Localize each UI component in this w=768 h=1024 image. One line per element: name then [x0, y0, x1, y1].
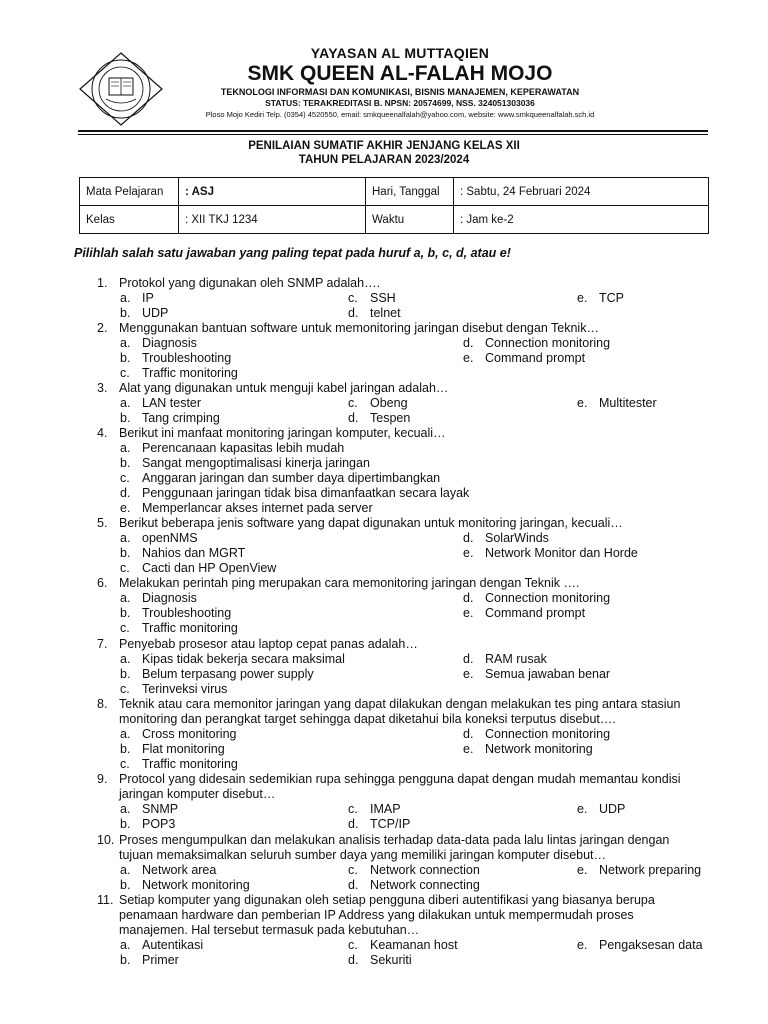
option-letter: a. — [120, 396, 131, 410]
option-text: Traffic monitoring — [142, 621, 238, 635]
option-letter: c. — [120, 471, 130, 485]
option-text: Perencanaan kapasitas lebih mudah — [142, 441, 345, 455]
info-row — [80, 178, 709, 206]
option-text: Network preparing — [599, 863, 702, 877]
option-letter: e. — [463, 606, 474, 620]
option-letter: c. — [120, 682, 130, 696]
option-text: Kipas tidak bekerja secara maksimal — [142, 652, 345, 666]
option-text: Network connecting — [370, 878, 480, 892]
option-text: Tespen — [370, 411, 411, 425]
option-letter: a. — [120, 727, 131, 741]
subject-label: Mata Pelajaran — [80, 178, 179, 206]
question-text: Proses mengumpulkan dan melakukan analisis terhadap data-data pada lalu lintas jaringan dengan — [119, 833, 670, 847]
question-text: Berikut ini manfaat monitoring jaringan komputer, kecuali… — [119, 426, 446, 440]
option-letter: b. — [120, 817, 131, 831]
option-letter: b. — [120, 546, 131, 560]
option-letter: d. — [348, 878, 359, 892]
question-text: Berikut beberapa jenis software yang dapat digunakan untuk monitoring jaringan, kecuali… — [119, 516, 623, 530]
option-letter: b. — [120, 606, 131, 620]
option-text: Command prompt — [485, 606, 586, 620]
option-text: TCP — [599, 291, 624, 305]
option-text: Troubleshooting — [142, 606, 232, 620]
school-name: SMK QUEEN AL-FALAH MOJO — [247, 62, 553, 85]
option-letter: b. — [120, 953, 131, 967]
question-text: Penyebab prosesor atau laptop cepat panas adalah… — [119, 637, 418, 651]
option-letter: e. — [577, 863, 588, 877]
option-letter: d. — [120, 486, 131, 500]
option-letter: e. — [120, 501, 131, 515]
option-letter: a. — [120, 591, 131, 605]
class-value: : XII TKJ 1234 — [179, 206, 366, 234]
option-text: RAM rusak — [485, 652, 547, 666]
question-text: Menggunakan bantuan software untuk memonitoring jaringan disebut dengan Teknik… — [119, 321, 599, 335]
option-letter: e. — [463, 667, 474, 681]
option-letter: b. — [120, 351, 131, 365]
option-text: Traffic monitoring — [142, 757, 238, 771]
option-text: SSH — [370, 291, 396, 305]
question-text: Setiap komputer yang digunakan oleh setiap pengguna diberi autentifikasi yang biasanya berupa — [119, 893, 655, 907]
option-letter: d. — [463, 591, 474, 605]
question-number: 1. — [97, 276, 108, 290]
option-text: Cacti dan HP OpenView — [142, 561, 277, 575]
option-letter: c. — [348, 802, 358, 816]
option-letter: d. — [348, 817, 359, 831]
option-text: Primer — [142, 953, 179, 967]
exam-info-table — [79, 177, 709, 234]
option-text: Flat monitoring — [142, 742, 225, 756]
option-letter: e. — [577, 396, 588, 410]
school-status: STATUS: TERAKREDITASI B. NPSN: 20574699, NSS. 324051303036 — [265, 98, 535, 108]
question-text: tujuan memaksimalkan seluruh sumber daya yang memiliki jaringan komputer disebut… — [119, 848, 607, 862]
exam-year: TAHUN PELAJARAN 2023/2024 — [298, 154, 470, 166]
time-value: : Jam ke-2 — [454, 206, 709, 234]
question-text: manajemen. Hal tersebut termasuk pada kebutuhan… — [119, 923, 420, 937]
option-text: Autentikasi — [142, 938, 204, 952]
option-text: Diagnosis — [142, 336, 197, 350]
question-text: Protocol yang didesain sedemikian rupa sehingga pengguna dapat dengan mudah memantau kondisi — [119, 772, 681, 786]
option-letter: d. — [348, 306, 359, 320]
option-letter: d. — [348, 411, 359, 425]
question-number: 2. — [97, 321, 108, 335]
option-text: Nahios dan MGRT — [142, 546, 246, 560]
option-letter: a. — [120, 802, 131, 816]
option-text: Network Monitor dan Horde — [485, 546, 638, 560]
option-letter: a. — [120, 938, 131, 952]
question-number: 7. — [97, 637, 108, 651]
option-text: POP3 — [142, 817, 176, 831]
option-text: Connection monitoring — [485, 336, 611, 350]
question-text: Protokol yang digunakan oleh SNMP adalah…. — [119, 276, 381, 290]
question-text: monitoring dan perangkat target sehingga dapat diketahui bila koneksi terputus disebut…. — [119, 712, 616, 726]
question-number: 5. — [97, 516, 108, 530]
option-letter: e. — [463, 546, 474, 560]
option-text: Semua jawaban benar — [485, 667, 611, 681]
option-text: Traffic monitoring — [142, 366, 238, 380]
option-text: Terinveksi virus — [142, 682, 228, 696]
foundation-name: YAYASAN AL MUTTAQIEN — [310, 45, 490, 61]
option-letter: a. — [120, 863, 131, 877]
school-address: Ploso Mojo Kediri Telp. (0354) 4520550, email: smkqueenalfalah@yahoo.com, website: www.smkqueenalfalah.sch.id — [205, 109, 595, 119]
option-letter: a. — [120, 531, 131, 545]
school-programs: TEKNOLOGI INFORMASI DAN KOMUNIKASI, BISNIS MANAJEMEN, KEPERAWATAN — [220, 87, 580, 97]
option-letter: e. — [577, 802, 588, 816]
option-text: UDP — [599, 802, 626, 816]
question-number: 11. — [97, 893, 114, 907]
option-letter: c. — [120, 621, 130, 635]
day-label: Hari, Tanggal — [366, 178, 454, 206]
option-text: SolarWinds — [485, 531, 549, 545]
option-text: TCP/IP — [370, 817, 411, 831]
question-number: 4. — [97, 426, 108, 440]
option-letter: d. — [463, 727, 474, 741]
question-text: penamaan hardware dan pemberian IP Address yang dilakukan untuk mempermudah proses — [119, 908, 634, 922]
option-text: Troubleshooting — [142, 351, 232, 365]
option-text: Multitester — [599, 396, 657, 410]
option-text: Memperlancar akses internet pada server — [142, 501, 373, 515]
info-row — [80, 206, 709, 234]
question-number: 3. — [97, 381, 108, 395]
option-letter: b. — [120, 742, 131, 756]
option-letter: d. — [463, 531, 474, 545]
option-letter: c. — [348, 396, 358, 410]
letterhead-divider-thin — [78, 134, 708, 135]
option-text: Command prompt — [485, 351, 586, 365]
question-text: Teknik atau cara memonitor jaringan yang dapat dilakukan dengan melakukan tes ping antara stasiun — [119, 697, 681, 711]
option-letter: d. — [348, 953, 359, 967]
option-letter: e. — [463, 351, 474, 365]
option-letter: c. — [120, 366, 130, 380]
option-text: Obeng — [370, 396, 408, 410]
option-text: Pengaksesan data — [599, 938, 703, 952]
option-letter: a. — [120, 441, 131, 455]
question-number: 8. — [97, 697, 108, 711]
letterhead-divider — [78, 130, 708, 132]
option-letter: e. — [463, 742, 474, 756]
instruction: Pilihlah salah satu jawaban yang paling tepat pada huruf a, b, c, d, atau e! — [74, 246, 511, 260]
question-text: Melakukan perintah ping merupakan cara memonitoring jaringan dengan Teknik …. — [119, 576, 580, 590]
option-text: UDP — [142, 306, 169, 320]
option-text: IMAP — [370, 802, 401, 816]
option-text: Tang crimping — [142, 411, 220, 425]
option-letter: c. — [348, 938, 358, 952]
option-letter: a. — [120, 336, 131, 350]
school-logo-icon — [78, 51, 164, 127]
option-text: LAN tester — [142, 396, 202, 410]
question-number: 9. — [97, 772, 108, 786]
question-number: 6. — [97, 576, 108, 590]
option-letter: b. — [120, 411, 131, 425]
time-label: Waktu — [366, 206, 454, 234]
option-text: Sangat mengoptimalisasi kinerja jaringan — [142, 456, 370, 470]
question-text: Alat yang digunakan untuk menguji kabel jaringan adalah… — [119, 381, 449, 395]
option-text: telnet — [370, 306, 401, 320]
option-letter: e. — [577, 938, 588, 952]
option-text: Keamanan host — [370, 938, 458, 952]
option-text: Connection monitoring — [485, 591, 611, 605]
option-text: Diagnosis — [142, 591, 197, 605]
option-text: IP — [142, 291, 154, 305]
option-letter: b. — [120, 878, 131, 892]
day-value: : Sabtu, 24 Februari 2024 — [454, 178, 709, 206]
option-letter: c. — [120, 757, 130, 771]
option-letter: b. — [120, 456, 131, 470]
question-text: jaringan komputer disebut… — [119, 787, 276, 801]
option-text: Penggunaan jaringan tidak bisa dimanfaatkan secara layak — [142, 486, 470, 500]
option-letter: c. — [348, 863, 358, 877]
option-letter: c. — [348, 291, 358, 305]
option-text: Cross monitoring — [142, 727, 237, 741]
option-letter: e. — [577, 291, 588, 305]
option-text: Anggaran jaringan dan sumber daya dipertimbangkan — [142, 471, 441, 485]
subject-value: : ASJ — [179, 178, 366, 206]
option-text: Belum terpasang power supply — [142, 667, 314, 681]
option-text: SNMP — [142, 802, 179, 816]
option-text: Connection monitoring — [485, 727, 611, 741]
option-text: openNMS — [142, 531, 198, 545]
option-text: Network monitoring — [142, 878, 250, 892]
option-letter: b. — [120, 667, 131, 681]
class-label: Kelas — [80, 206, 179, 234]
option-letter: d. — [463, 652, 474, 666]
option-letter: b. — [120, 306, 131, 320]
option-letter: a. — [120, 291, 131, 305]
option-letter: c. — [120, 561, 130, 575]
option-text: Network connection — [370, 863, 480, 877]
option-letter: d. — [463, 336, 474, 350]
exam-title: PENILAIAN SUMATIF AKHIR JENJANG KELAS XII — [248, 140, 520, 152]
option-text: Network area — [142, 863, 217, 877]
question-number: 10. — [97, 833, 115, 847]
option-text: Network monitoring — [485, 742, 593, 756]
option-text: Sekuriti — [370, 953, 412, 967]
letterhead — [170, 46, 630, 118]
option-letter: a. — [120, 652, 131, 666]
